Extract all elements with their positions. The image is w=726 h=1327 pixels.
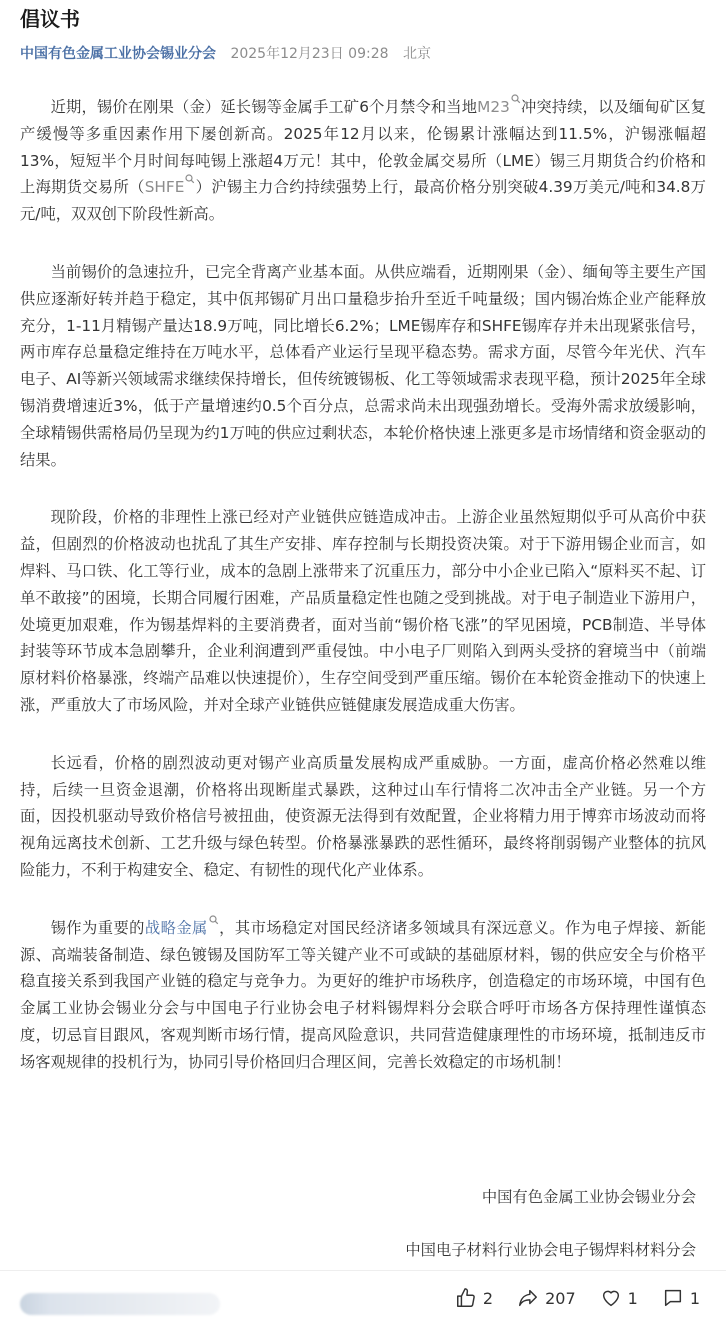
topic-tag-shfe[interactable] [145, 178, 196, 196]
action-bar [0, 1270, 726, 1327]
comment-button[interactable] [662, 1287, 700, 1309]
search-icon[interactable] [209, 915, 219, 927]
thumbs-up-icon [455, 1287, 477, 1309]
paragraph-1-text-c: ）沪锡主力合约持续强势上行，最高价格分别突破4.39万美元/吨和34.8万元/吨，双双创下阶段性新高。 [20, 178, 706, 224]
comment-icon [662, 1287, 684, 1309]
paragraph-1 [20, 94, 706, 228]
paragraph-5-text-b: ，其市场稳定对国民经济诸多领域具有深远意义。作为电子焊接、新能源、高端装备制造、绿色镀锡及国防军工等关键产业不可或缺的基础原材料，锡的供应安全与价格平稳直接关系到我国产业链的稳定与竞争力。为更好的维护市场秩序，创造稳定的市场环境，中国有色金属工业协会锡业分会与中国电子行业协会电子材料锡焊料分会联合呼吁市场各方保持理性谨慎态度，切忌盲目跟风，客观判断市场行情，提高风险意识，共同营造健康理性的市场环境，抵制违反市场客观规律的投机行为，协同引导价格回归合理区间，完善长效稳定的市场机制！ [20, 918, 706, 1071]
signature-second: 中国电子材料行业协会电子锡焊料材料分会 [405, 1241, 696, 1259]
share-button[interactable] [517, 1287, 576, 1309]
blurred-user-info [20, 1293, 220, 1315]
share-count: 207 [545, 1288, 576, 1308]
favorite-button[interactable] [600, 1287, 638, 1309]
heart-icon [600, 1287, 622, 1309]
share-arrow-icon [517, 1287, 539, 1309]
search-icon[interactable] [185, 174, 195, 186]
action-buttons [431, 1287, 700, 1309]
topic-link-label[interactable]: 战略金属 [144, 918, 208, 937]
topic-tag-m23-label[interactable]: M23 [477, 98, 510, 116]
article-body [20, 94, 706, 1107]
article-meta [20, 44, 431, 64]
paragraph-1-text-b: 冲突持续，以及缅甸矿区复产缓慢等多重因素作用下屡创新高。2025年12月以来，伦锡累计涨幅达到11.5%，沪锡涨幅超13%，短短半个月时间每吨锡上涨超4万元！其中，伦敦金属交易所（LME）锡三月期货合约价格和上海期货交易所（ [20, 98, 706, 197]
search-icon[interactable] [511, 94, 521, 106]
paragraph-5-text-a: 锡作为重要的 [50, 918, 145, 937]
article-title: 倡议书 [20, 7, 80, 31]
paragraph-5 [20, 915, 706, 1076]
publish-time: 2025年12月23日 09:28 [230, 46, 389, 62]
heart-count: 1 [627, 1288, 638, 1308]
paragraph-4: 长远看，价格的剧烈波动更对锡产业高质量发展构成严重威胁。一方面，虚高价格必然难以维持，后续一旦资金退潮，价格将出现断崖式暴跌，这种过山车行情将二次冲击全产业链。另一个方面，因投机驱动导致价格信号被扭曲，使资源无法得到有效配置，企业将精力用于博弈市场波动而将视角远离技术创新、工艺升级与绿色转型。价格暴涨暴跌的恶性循环，最终将削弱锡产业整体的抗风险能力，不利于构建安全、稳定、有韧性的现代化产业体系。 [20, 753, 706, 879]
publish-location: 北京 [402, 46, 431, 62]
comment-count: 1 [689, 1288, 700, 1308]
like-button[interactable] [455, 1287, 493, 1309]
author-link[interactable]: 中国有色金属工业协会锡业分会 [20, 46, 216, 62]
signature-block [405, 1182, 696, 1265]
paragraph-2: 当前锡价的急速拉升，已完全背离产业基本面。从供应端看，近期刚果（金）、缅甸等主要生产国供应逐渐好转并趋于稳定，其中佤邦锡矿月出口量稳步抬升至近千吨量级；国内锡冶炼企业产能释放充分，1-11月精锡产量达18.9万吨，同比增长6.2%；LME锡库存和SHFE锡库存并未出现紧张信号，两市库存总量稳定维持在万吨水平，总体看产业运行呈现平稳态势。需求方面，尽管今年光伏、汽车电子、AI等新兴领域需求继续保持增长，但传统镀锡板、化工等领域需求表现平稳，预计2025年全球锡消费增速近3%，低于产量增速约0.5个百分点，总需求尚未出现强劲增长。受海外需求放缓影响，全球精锡供需格局仍呈现为约1万吨的供应过剩状态，本轮价格快速上涨更多是市场情绪和资金驱动的结果。 [20, 262, 706, 469]
paragraph-1-text-a: 近期，锡价在刚果（金）延长锡等金属手工矿6个月禁令和当地 [50, 98, 478, 116]
paragraph-3: 现阶段，价格的非理性上涨已经对产业链供应链造成冲击。上游企业虽然短期似乎可从高价中获益，但剧烈的价格波动也扰乱了其生产安排、库存控制与长期投资决策。对于下游用锡企业而言，如焊料、马口铁、化工等行业，成本的急剧上涨带来了沉重压力，部分中小企业已陷入“原料买不起、订单不敢接”的困境，长期合同履行困难，产品质量稳定性也随之受到挑战。对于电子制造业下游用户，处境更加艰难，作为锡基焊料的主要消费者，面对当前“锡价格飞涨”的罕见困境，PCB制造、半导体封装等环节成本急剧攀升，企业利润遭到严重侵蚀。中小电子厂则陷入到两头受挤的窘境当中（前端原材料价格暴涨，终端产品难以快速提价），生存空间受到严重压缩。锡价在本轮资金推动下的快速上涨，严重放大了市场风险，并对全球产业链供应链健康发展造成重大伤害。 [20, 508, 706, 714]
topic-tag-m23[interactable] [477, 98, 521, 116]
signature-first: 中国有色金属工业协会锡业分会 [481, 1188, 696, 1206]
topic-tag-shfe-label[interactable]: SHFE [144, 178, 185, 197]
like-count: 2 [482, 1288, 494, 1308]
topic-link-strategic-metal[interactable] [145, 919, 219, 937]
